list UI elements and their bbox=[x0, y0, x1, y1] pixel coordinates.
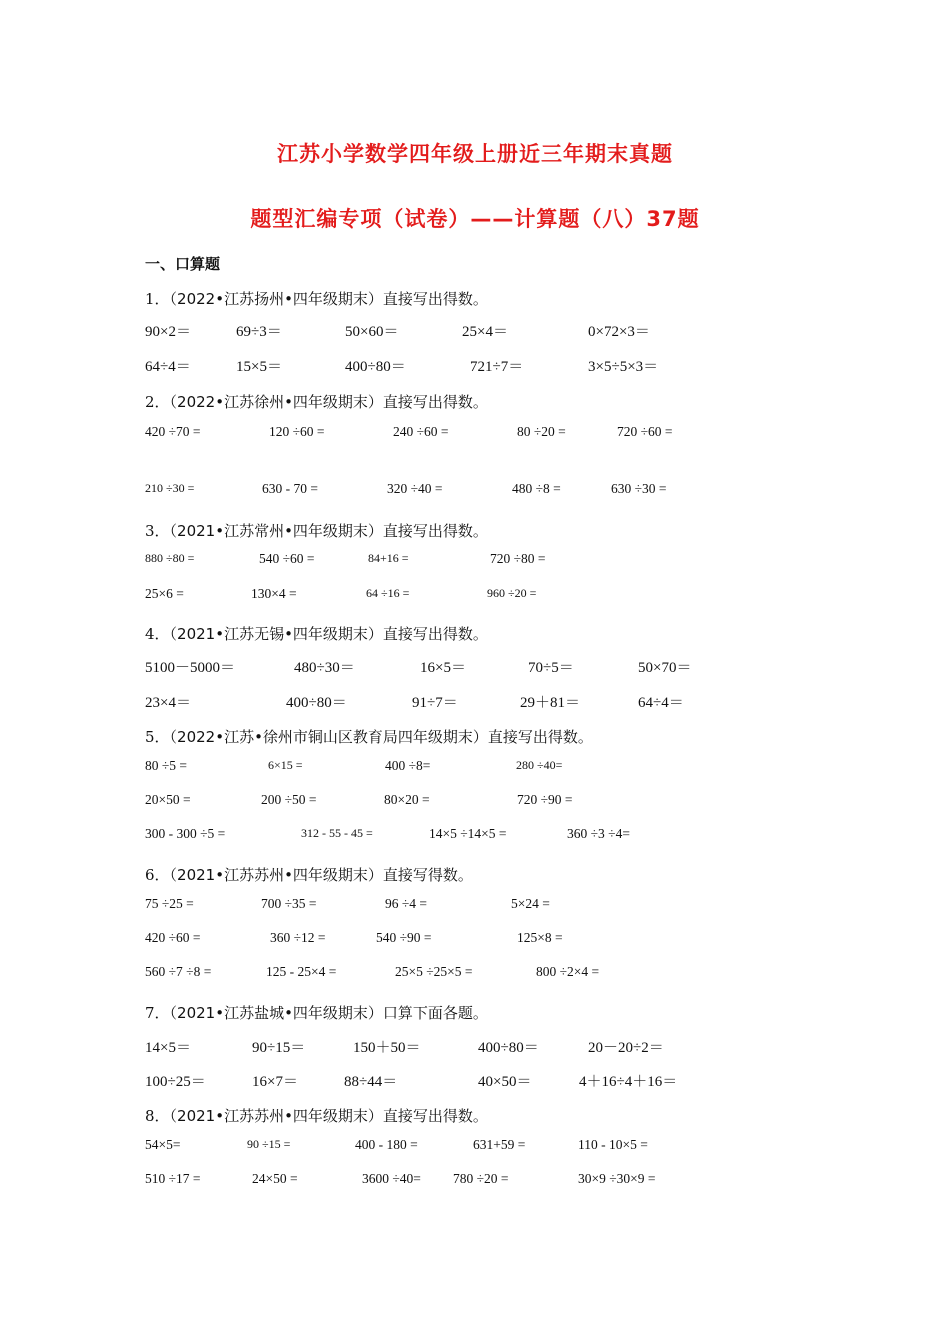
calculation-item: 25×6 = bbox=[145, 586, 184, 601]
calculation-item: 16×5＝ bbox=[420, 660, 466, 676]
calculation-item: 720 ÷90 = bbox=[517, 792, 573, 807]
calculation-item: 320 ÷40 = bbox=[387, 481, 443, 496]
calculation-item: 100÷25＝ bbox=[145, 1074, 206, 1090]
calculation-item: 23×4＝ bbox=[145, 695, 191, 711]
calculation-item: 130×4 = bbox=[251, 586, 297, 601]
calculation-item: 420 ÷60 = bbox=[145, 930, 201, 945]
calculation-item: 780 ÷20 = bbox=[453, 1171, 509, 1186]
calculation-item: 700 ÷35 = bbox=[261, 896, 317, 911]
calculation-item: 80×20 = bbox=[384, 792, 430, 807]
question-source-text: （2022•江苏扬州•四年级期末）直接写出得数。 bbox=[169, 290, 488, 308]
calculation-item: 80 ÷5 = bbox=[145, 758, 188, 773]
calculation-item: 510 ÷17 = bbox=[145, 1171, 201, 1186]
calculation-item: 312 - 55 - 45 = bbox=[301, 826, 373, 840]
calculation-item: 540 ÷90 = bbox=[376, 930, 432, 945]
calculation-item: 560 ÷7 ÷8 = bbox=[145, 964, 212, 979]
calculation-item: 6×15 = bbox=[268, 758, 303, 772]
question-source-text: （2021•江苏苏州•四年级期末）直接写出得数。 bbox=[169, 1107, 488, 1125]
calculation-item: 630 ÷30 = bbox=[611, 481, 667, 496]
calculation-item: 125 - 25×4 = bbox=[266, 964, 337, 979]
question-heading bbox=[145, 391, 488, 412]
calculation-item: 69÷3＝ bbox=[236, 324, 282, 340]
calculation-item: 50×60＝ bbox=[345, 324, 399, 340]
calculation-item: 25×4＝ bbox=[462, 324, 508, 340]
calculation-item: 880 ÷80 = bbox=[145, 551, 195, 565]
calculation-item: 40×50＝ bbox=[478, 1074, 532, 1090]
calculation-item: 210 ÷30 = bbox=[145, 481, 195, 495]
calculation-item: 720 ÷60 = bbox=[617, 424, 673, 439]
calculation-item: 96 ÷4 = bbox=[385, 896, 428, 911]
page-title-line1: 江苏小学数学四年级上册近三年期末真题 bbox=[277, 142, 673, 166]
question-heading bbox=[145, 623, 488, 644]
calculation-item: 14×5 ÷14×5 = bbox=[429, 826, 507, 841]
calculation-item: 90 ÷15 = bbox=[247, 1137, 291, 1151]
question-number: 5． bbox=[145, 728, 170, 746]
calculation-item: 25×5 ÷25×5 = bbox=[395, 964, 473, 979]
calculation-item: 50×70＝ bbox=[638, 660, 692, 676]
calculation-item: 64÷4＝ bbox=[638, 695, 684, 711]
calculation-item: 88÷44＝ bbox=[344, 1074, 398, 1090]
calculation-item: 3×5÷5×3＝ bbox=[588, 359, 659, 375]
calculation-item: 480 ÷8 = bbox=[512, 481, 561, 496]
calculation-item: 200 ÷50 = bbox=[261, 792, 317, 807]
section-heading: 一、口算题 bbox=[145, 255, 221, 273]
calculation-item: 5100－5000＝ bbox=[145, 660, 236, 676]
calculation-item: 20×50 = bbox=[145, 792, 191, 807]
calculation-item: 360 ÷3 ÷4= bbox=[567, 826, 630, 841]
calculation-item: 420 ÷70 = bbox=[145, 424, 201, 439]
calculation-item: 84+16 = bbox=[368, 551, 409, 565]
calculation-item: 960 ÷20 = bbox=[487, 586, 537, 600]
calculation-item: 300 - 300 ÷5 = bbox=[145, 826, 226, 841]
calculation-item: 0×72×3＝ bbox=[588, 324, 650, 340]
calculation-item: 630 - 70 = bbox=[262, 481, 318, 496]
question-heading bbox=[145, 1002, 488, 1023]
calculation-item: 64 ÷16 = bbox=[366, 586, 410, 600]
calculation-item: 70÷5＝ bbox=[528, 660, 574, 676]
calculation-item: 800 ÷2×4 = bbox=[536, 964, 600, 979]
question-source-text: （2022•江苏徐州•四年级期末）直接写出得数。 bbox=[169, 393, 488, 411]
calculation-item: 5×24 = bbox=[511, 896, 550, 911]
calculation-item: 64÷4＝ bbox=[145, 359, 191, 375]
calculation-item: 240 ÷60 = bbox=[393, 424, 449, 439]
question-number: 8． bbox=[145, 1107, 170, 1125]
calculation-item: 24×50 = bbox=[252, 1171, 298, 1186]
calculation-item: 400÷80＝ bbox=[286, 695, 347, 711]
question-source-text: （2021•江苏常州•四年级期末）直接写出得数。 bbox=[169, 522, 488, 540]
question-source-text: （2021•江苏苏州•四年级期末）直接写得数。 bbox=[169, 866, 473, 884]
calculation-item: 360 ÷12 = bbox=[270, 930, 326, 945]
question-heading bbox=[145, 520, 488, 541]
calculation-item: 150＋50＝ bbox=[353, 1040, 421, 1056]
question-number: 7． bbox=[145, 1004, 170, 1022]
calculation-item: 540 ÷60 = bbox=[259, 551, 315, 566]
calculation-item: 16×7＝ bbox=[252, 1074, 298, 1090]
question-source-text: （2021•江苏无锡•四年级期末）直接写出得数。 bbox=[169, 625, 488, 643]
calculation-item: 480÷30＝ bbox=[294, 660, 355, 676]
calculation-item: 20－20÷2＝ bbox=[588, 1040, 664, 1056]
calculation-item: 14×5＝ bbox=[145, 1040, 191, 1056]
calculation-item: 400 ÷8= bbox=[385, 758, 431, 773]
calculation-item: 75 ÷25 = bbox=[145, 896, 194, 911]
question-number: 2． bbox=[145, 393, 170, 411]
calculation-item: 721÷7＝ bbox=[470, 359, 524, 375]
calculation-item: 400÷80＝ bbox=[345, 359, 406, 375]
calculation-item: 125×8 = bbox=[517, 930, 563, 945]
calculation-item: 400 - 180 = bbox=[355, 1137, 418, 1152]
question-number: 1． bbox=[145, 290, 170, 308]
question-source-text: （2021•江苏盐城•四年级期末）口算下面各题。 bbox=[169, 1004, 488, 1022]
page-title-line2: 题型汇编专项（试卷）——计算题（八）37题 bbox=[250, 207, 700, 231]
calculation-item: 400÷80＝ bbox=[478, 1040, 539, 1056]
question-heading bbox=[145, 288, 488, 309]
calculation-item: 54×5= bbox=[145, 1137, 181, 1152]
calculation-item: 110 - 10×5 = bbox=[578, 1137, 648, 1152]
question-heading bbox=[145, 1105, 488, 1126]
calculation-item: 720 ÷80 = bbox=[490, 551, 546, 566]
calculation-item: 91÷7＝ bbox=[412, 695, 458, 711]
calculation-item: 90×2＝ bbox=[145, 324, 191, 340]
calculation-item: 631+59 = bbox=[473, 1137, 526, 1152]
calculation-item: 80 ÷20 = bbox=[517, 424, 566, 439]
question-number: 4． bbox=[145, 625, 170, 643]
calculation-item: 29＋81＝ bbox=[520, 695, 581, 711]
calculation-item: 120 ÷60 = bbox=[269, 424, 325, 439]
question-heading bbox=[145, 864, 473, 885]
question-number: 3． bbox=[145, 522, 170, 540]
question-source-text: （2022•江苏•徐州市铜山区教育局四年级期末）直接写出得数。 bbox=[169, 728, 593, 746]
calculation-item: 90÷15＝ bbox=[252, 1040, 306, 1056]
calculation-item: 15×5＝ bbox=[236, 359, 282, 375]
calculation-item: 3600 ÷40= bbox=[362, 1171, 421, 1186]
calculation-item: 4＋16÷4＋16＝ bbox=[579, 1074, 678, 1090]
question-heading bbox=[145, 726, 593, 747]
calculation-item: 30×9 ÷30×9 = bbox=[578, 1171, 656, 1186]
question-number: 6． bbox=[145, 866, 170, 884]
calculation-item: 280 ÷40= bbox=[516, 758, 563, 772]
